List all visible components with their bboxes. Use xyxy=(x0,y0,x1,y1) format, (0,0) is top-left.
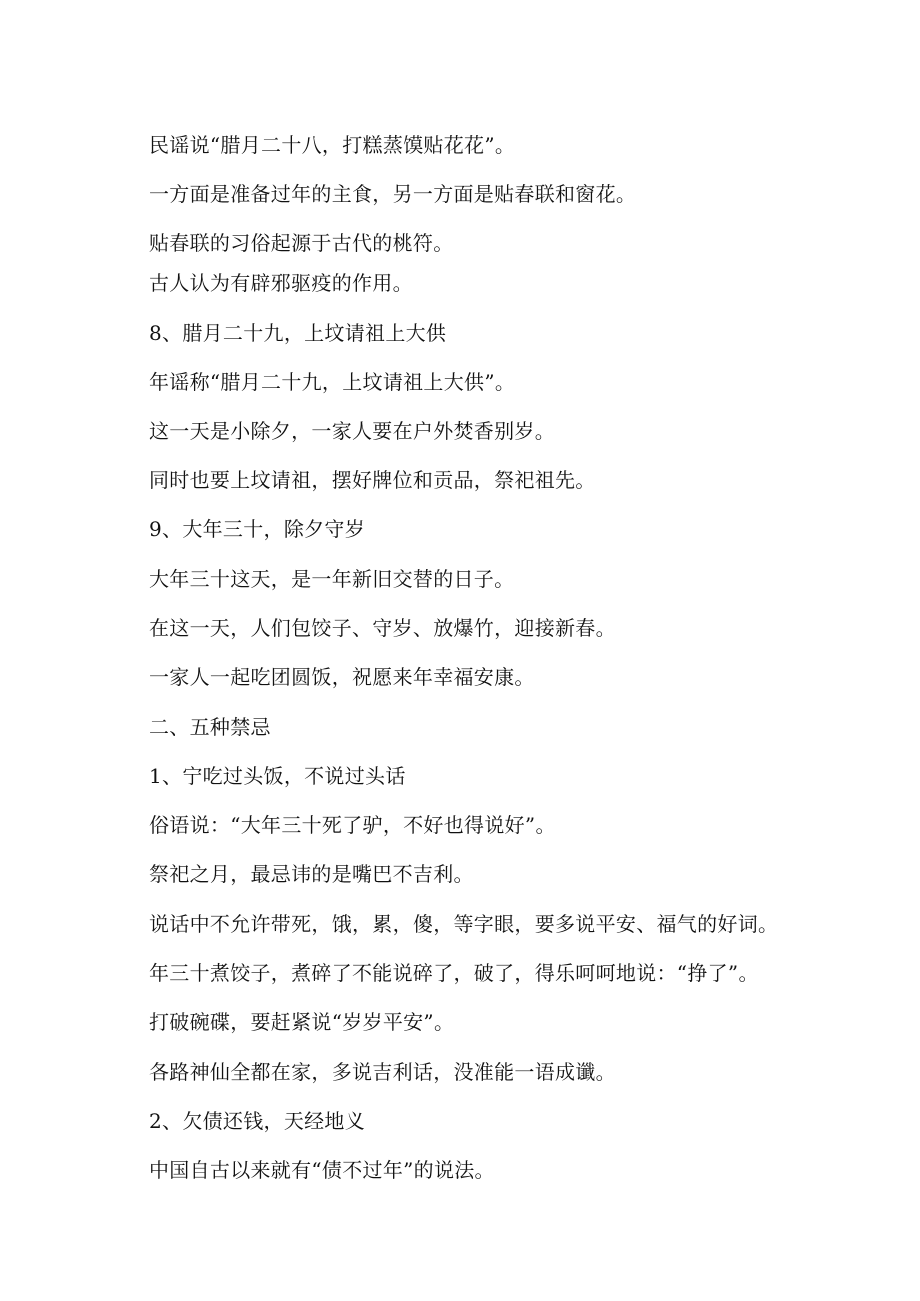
chapter-heading: 二、五种禁忌 xyxy=(149,715,271,739)
text-line: 年三十煮饺子，煮碎了不能说碎了，破了，得乐呵呵地说：“挣了”。 xyxy=(149,961,759,985)
text-line: 大年三十这天，是一年新旧交替的日子。 xyxy=(149,567,515,591)
text-line: 这一天是小除夕，一家人要在户外焚香别岁。 xyxy=(149,419,555,443)
text-line: 同时也要上坟请祖，摆好牌位和贡品，祭祀祖先。 xyxy=(149,468,596,492)
section-heading: 2、欠债还钱，天经地义 xyxy=(149,1109,366,1133)
text-line: 年谣称“腊月二十九，上坟请祖上大供”。 xyxy=(149,370,516,394)
text-line: 祭祀之月，最忌讳的是嘴巴不吉利。 xyxy=(149,862,474,886)
text-line: 各路神仙全都在家，多说吉利话，没准能一语成谶。 xyxy=(149,1060,616,1084)
text-line: 一方面是准备过年的主食，另一方面是贴春联和窗花。 xyxy=(149,182,637,206)
text-line: 打破碗碟，要赶紧说“岁岁平安”。 xyxy=(149,1010,455,1034)
section-heading: 1、宁吃过头饭，不说过头话 xyxy=(149,764,406,788)
text-line: 俗语说：“大年三十死了驴，不好也得说好”。 xyxy=(149,813,556,837)
text-line: 说话中不允许带死，饿，累，傻，等字眼，要多说平安、福气的好词。 xyxy=(149,912,779,936)
section-heading: 8、腊月二十九，上坟请祖上大供 xyxy=(149,321,447,345)
text-line: 在这一天，人们包饺子、守岁、放爆竹，迎接新春。 xyxy=(149,616,616,640)
text-line: 民谣说“腊月二十八，打糕蒸馍贴花花”。 xyxy=(149,133,516,157)
text-line: 贴春联的习俗起源于古代的桃符。 xyxy=(149,231,454,255)
section-heading: 9、大年三十，除夕守岁 xyxy=(149,517,366,541)
text-line: 中国自古以来就有“债不过年”的说法。 xyxy=(149,1158,495,1182)
text-line: 一家人一起吃团圆饭，祝愿来年幸福安康。 xyxy=(149,665,535,689)
text-line: 古人认为有辟邪驱疫的作用。 xyxy=(149,271,413,295)
